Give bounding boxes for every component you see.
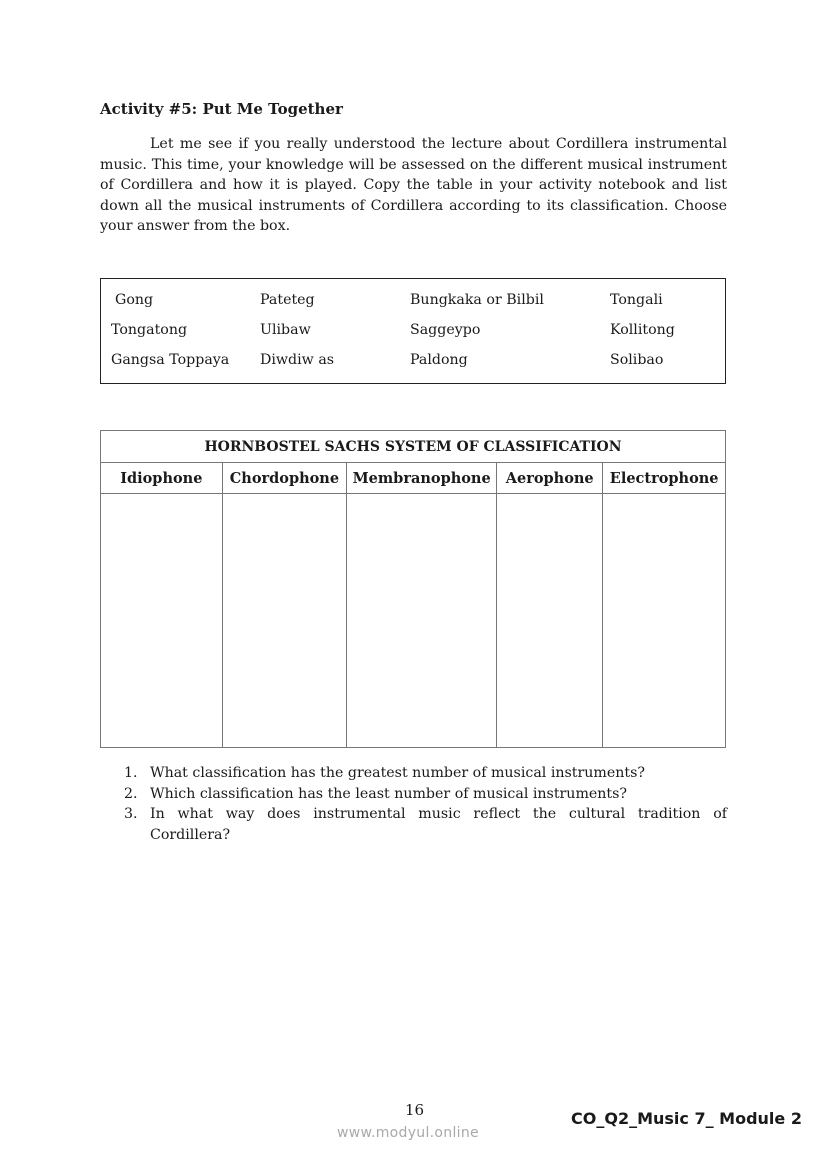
choice-item: Bungkaka or Bilbil — [410, 292, 544, 308]
choice-item: Ulibaw — [260, 322, 311, 338]
answer-choices-box — [100, 278, 726, 384]
column-header-aerophone: Aerophone — [497, 463, 603, 494]
instructions-text: Let me see if you really understood the lecture about Cordillera instrumental music. This time, your knowledge will be assessed on the different musical instrument of Cordillera and how it is played. Copy the table in your activity notebook and list down all the musical instruments of Cordillera according to its classification. Choose your answer from the box. — [100, 136, 727, 234]
watermark-url: www.modyul.online — [337, 1125, 479, 1141]
column-header-idiophone: Idiophone — [101, 463, 223, 494]
question-number: 3. — [124, 806, 138, 822]
answer-cell-aerophone — [497, 494, 603, 748]
choice-item: Gong — [115, 292, 154, 308]
table-title: HORNBOSTEL SACHS SYSTEM OF CLASSIFICATION — [101, 431, 726, 463]
choice-item: Kollitong — [610, 322, 675, 338]
question-text: Which classification has the least number of musical instruments? — [150, 785, 628, 802]
choice-item: Solibao — [610, 352, 664, 368]
choice-item: Paldong — [410, 352, 468, 368]
activity-title: Activity #5: Put Me Together — [100, 100, 343, 118]
question-item — [124, 763, 727, 784]
question-number: 1. — [124, 765, 138, 781]
question-item — [124, 784, 727, 805]
question-item — [124, 804, 727, 845]
activity-instructions — [100, 134, 727, 237]
question-text: In what way does instrumental music reflect the cultural tradition of Cordillera? — [150, 806, 727, 843]
choice-item: Saggeypo — [410, 322, 481, 338]
column-header-membranophone: Membranophone — [347, 463, 497, 494]
choice-item: Tongali — [610, 292, 663, 308]
answer-cell-chordophone — [222, 494, 347, 748]
choice-item: Diwdiw as — [260, 352, 335, 368]
classification-table — [100, 430, 726, 748]
choice-item: Tongatong — [111, 322, 188, 338]
module-code: CO_Q2_Music 7_ Module 2 — [571, 1109, 802, 1128]
question-text: What classification has the greatest number of musical instruments? — [150, 765, 645, 781]
page-number: 16 — [405, 1101, 425, 1119]
answer-cell-membranophone — [347, 494, 497, 748]
question-number: 2. — [124, 785, 138, 802]
choice-item: Pateteg — [260, 292, 315, 308]
column-header-chordophone: Chordophone — [222, 463, 347, 494]
answer-cell-idiophone — [101, 494, 223, 748]
column-header-electrophone: Electrophone — [603, 463, 726, 494]
answer-cell-electrophone — [603, 494, 726, 748]
question-list — [124, 763, 727, 845]
choice-item: Gangsa Toppaya — [111, 352, 230, 368]
